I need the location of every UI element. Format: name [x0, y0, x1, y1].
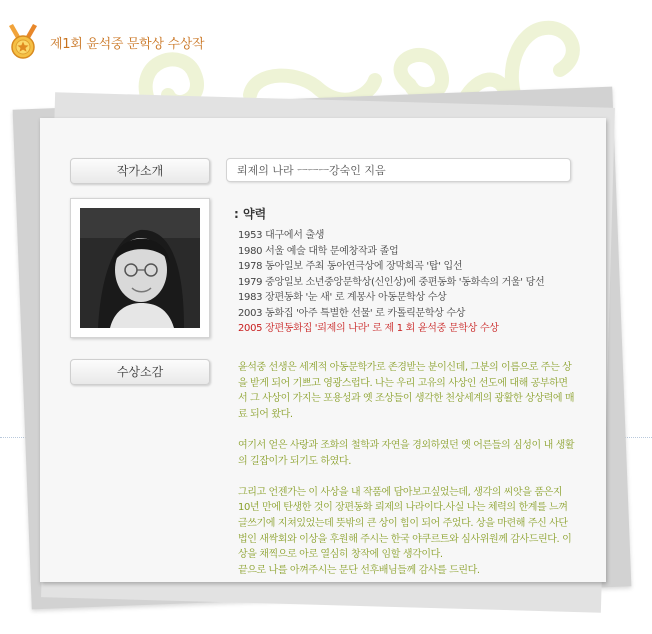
career-item: 1980 서울 예술 대학 문예창작과 졸업	[238, 245, 399, 257]
career-item: 1979 중앙일보 소년중앙문학상(신인상)에 중편동화 '동화속의 거울' 당선	[238, 276, 545, 288]
acceptance-speech	[238, 360, 576, 594]
speech-paragraph: 그리고 언젠가는 이 사상을 내 작품에 담아보고싶었는데, 생각의 씨앗을 품은지 10년 만에 탄생한 것이 장편동화 뢰제의 나라이다.사실 나는 체력의 한계를 느껴 글쓰기에 지쳐있었는데 뜻밖의 큰 상이 힘이 되어 주었다. 상을 마련해 주신 사단법인 새싹회와 이상을 후원해 주시는 한국 야쿠르트와 심사위원께 감사드린다. 이 상을 채찍으로 아로 열심히 창작에 임할 생각이다. 끝으로 나를 아껴주시는 문단 선후배님들께 감사를 드린다.	[238, 486, 572, 576]
author-photo	[70, 198, 210, 338]
author-portrait-image	[80, 208, 200, 328]
career-item: 1978 동아일보 주최 동아연극상에 장막희곡 '탑' 입선	[238, 261, 463, 272]
header	[4, 22, 204, 62]
tab-acceptance-speech: 수상소감	[70, 359, 210, 385]
career-item-award: 2005 장편동화집 '뢰제의 나라' 로 제 1 회 윤석중 문학상 수상	[238, 323, 499, 334]
speech-paragraph: 여기서 얻은 사랑과 조화의 철학과 자연을 경외하였던 옛 어른들의 심성이 내 생활의 길잡이가 되기도 하였다.	[238, 439, 575, 467]
career-list	[238, 228, 544, 337]
tab-author-intro: 작가소개	[70, 158, 210, 184]
career-item: 2003 동화집 '아주 특별한 선물' 로 카톨릭문학상 수상	[238, 307, 466, 319]
page-title: 제1회 윤석중 문학상 수상작	[50, 36, 205, 52]
medal-icon	[4, 22, 42, 62]
career-item: 1953 대구에서 출생	[238, 230, 325, 241]
speech-paragraph: 윤석중 선생은 세계적 아동문학가로 존경받는 분이신데, 그분의 이름으로 주는 상을 받게 되어 기쁘고 영광스럽다. 나는 우리 고유의 사상인 선도에 대해 공부하면서 그 사상이 가지는 포용성과 옛 조상들이 생각한 천상세계의 광활한 상상력에 매료 되어 왔다.	[238, 362, 575, 420]
work-title-bar: 뢰제의 나라 ㅡㅡㅡ강숙인 지음	[226, 158, 571, 182]
career-item: 1983 장편동화 '눈 새' 로 계몽사 아동문학상 수상	[238, 292, 447, 303]
career-heading: : 약력	[234, 207, 267, 221]
